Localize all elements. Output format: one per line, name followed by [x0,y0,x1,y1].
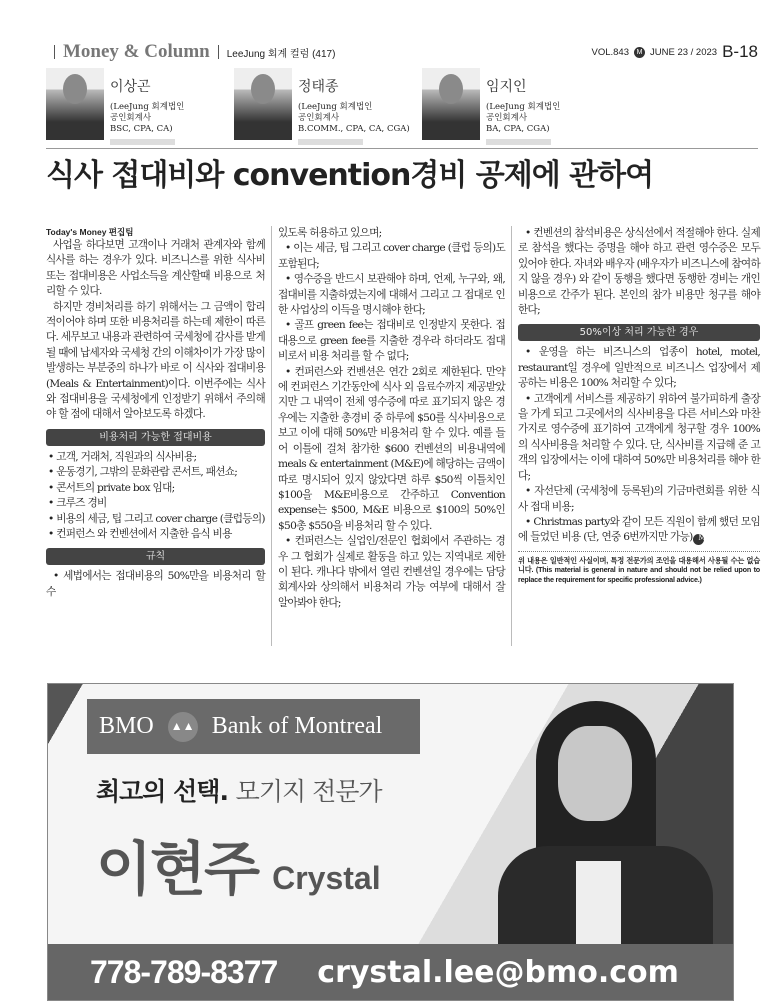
page-number: B-18 [722,42,758,61]
contact-bar [48,944,733,1000]
list-item: • 컨퍼런스는 실업인/전문인 협회에서 주관하는 경우 그 협회가 실제로 활동을 하고 있는 지역내로 제한이 된다. 캐나다 밖에서 열린 컨벤션일 경우에는 담당 회계사와 상의해서 비용처리 가능 여부에 대해서 잘 알아봐야 한다; [278,535,505,609]
tagline-rest: 모기지 전문가 [235,777,382,806]
bmo-text: BMO [99,713,154,739]
author-name: 임지인 [486,79,527,95]
ad-tagline [96,772,382,808]
paragraph: 사업을 하다보면 고객이나 거래처 관계자와 함께 식사를 하는 경우가 있다. 비즈니스를 위한 식사비 또는 접대비용은 사업소득을 계산할때 비용으로 처리할 수 있다. [46,239,265,298]
author-credential: BA, CPA, CGA) [486,124,550,134]
list-item [518,515,760,546]
list-item: • 고객에게 서비스를 제공하기 위하여 불가피하게 출장을 가게 되고 그곳에서의 식사비용을 다른 서비스와 마찬가지로 영수증에 표기하여 고객에게 청구할 경우 100%의 식사비용을 처리할 수 있다. 단, 식사비를 지급해 준 고객의 입장에서는 이에 대하여 50%만 비용처리를 해야 한다; [518,392,760,482]
list-item: • 컨벤션의 참석비용은 상식선에서 적절해야 한다. 실제로 참석을 했다는 증명을 해야 하고 관련 영수증은 모두 있어야 한다. 자녀와 배우자 (배우자가 비즈니스에 참여하지 않을 경우) 와 같이 동행을 했다면 동행한 경비는 개인비용으로 간주가 된다. 본인의 참가 비용만 청구를 해야 한다; [518,227,760,317]
section-title: Money & Column [63,41,210,62]
divider [54,45,55,59]
disclaimer: 위 내용은 일반적인 사실이며, 특정 전문가의 조언을 대용해서 사용될 수는 없습니다. (This material is general in nature and should not be relied upon to replace the requirement for specific professional advice.) [518,551,760,585]
subheading: 50%이상 처리 가능한 경우 [518,324,760,341]
name-bar [110,139,175,145]
divider [218,45,219,59]
author-photo [234,68,292,140]
column-title: LeeJung 회계 컬럼 (417) [226,48,336,60]
list-item: • 골프 green fee는 접대비로 인정받지 못한다. 접대용으로 green fee를 지출한 경우라 하더라도 접대비로서 비용 처리를 할 수 없다; [278,319,505,363]
end-mark-icon: M [693,534,704,545]
list-item: • 컨퍼런스와 컨벤션은 연간 2회로 제한된다. 만약에 컨퍼런스 기간동안에 식사 외 음료수까지 제공받았지만 그 내역이 전체 영수증에 따로 표기되지 않은 경우에는 지출한 총경비 중 하루에 $50를 식사비용으로 보고 이에 대해 50%만 비용처리 할 수 있다. 예를 들어 이틀에 걸쳐 참가한 $600 컨벤션의 비용내역에 meals & entertainment (M&E)에 해당하는 금액이 따로 명시되어 있지 않았다면 하루 $50씩 이틀치인 $100을 M&E비용으로 간주하고 Convention expense는 $500, M&E 비용으로 $100의 50%인 $50총 $550을 비용처리 할 수 있다. [278,365,505,532]
author-name: 정태종 [298,79,339,95]
column-3 [512,226,760,646]
author-credential: B.COMM., CPA, CA, CGA) [298,124,410,134]
list-item: • 컨퍼런스 와 컨벤션에서 지출한 음식 비용 [48,527,232,540]
paragraph: 있도록 허용하고 있으며; [278,227,382,239]
list-item-text: • Christmas party와 같이 모든 직원이 함께 했던 모임에 들었던 비용 (단, 연중 6번까지만 가능) [518,515,760,544]
agent-name-korean: 이현주 [96,835,259,903]
author-photo [46,68,104,140]
list-item: • 고객, 거래처, 직원과의 식사비용; [48,450,197,463]
list-item: • 세법에서는 접대비용의 50%만을 비용처리 할 수 [46,570,265,598]
author [46,68,234,145]
subheading: 비용처리 가능한 접대비용 [46,429,265,446]
agent-photo [488,696,723,946]
column-1 [46,226,272,646]
article-body [46,226,760,646]
paragraph: 하지만 경비처리를 하기 위해서는 그 금액이 합리적이어야 하며 또한 비용처리를 하는데 제한이 따른다. 세무보고 내용과 관련하여 국세청에 감사를 받게 될 때에 납세자와 국세청 간의 이해차이가 가장 많이 발생하는 부분중의 하나가 바로 이 식사와 접대비용 (Meals & Entertainment)이다. 이번주에는 식사와 접대비용을 국세청에게 인정받기 위해서 주의해야 할 점에 대해서 알아보도록 하겠다. [46,300,265,421]
bmo-advertisement [47,683,734,1001]
list-item: • 콘서트의 private box 임대; [48,481,175,494]
page-header [46,40,758,64]
list-item: • 영수증을 반드시 보관해야 하며, 언제, 누구와, 왜, 접대비를 지출하였는지에 대해서 그리고 그 접대로 인한 사업상의 이득을 명시해야 한다; [278,273,505,317]
list-item: • 운영을 하는 비즈니스의 업종이 hotel, motel, restaurant일 경우에 일반적으로 비즈니스 업장에서 제공하는 비용은 100% 처리할 수 있다; [518,346,760,390]
author-name: 이상곤 [110,79,151,95]
header-rule [46,148,758,149]
tagline-bold: 최고의 선택. [96,777,228,806]
byline: Today's Money 편집팀 [46,227,134,237]
list-item: • 운동경기, 그밖의 문화관람 콘서트, 패션쇼; [48,466,238,479]
volume: VOL.843 [591,46,629,58]
phone-number: 778-789-8377 [90,953,278,990]
issue-date: JUNE 23 / 2023 [650,46,718,58]
author-credential: (LeeJung 회계법인 [486,102,561,112]
author [422,68,610,145]
email-address: crystal.lee@bmo.com [317,954,679,990]
article-title: 식사 접대비와 convention경비 공제에 관하여 [46,158,654,193]
subheading: 규칙 [46,548,265,565]
list-item: • 자선단체 (국세청에 등록된)의 기금마련회를 위한 식사 접대 비용; [518,485,760,513]
agent-name [96,834,381,913]
author-credential: 공인회계사 [298,113,340,123]
author-credential: 공인회계사 [486,113,528,123]
name-bar [298,139,363,145]
author-credential: (LeeJung 회계법인 [298,102,373,112]
bmo-logo [87,699,420,754]
authors [46,68,610,145]
name-bar [486,139,551,145]
list-item: • 비용의 세금, 팁 그리고 cover charge (클럽등의) [48,512,265,525]
column-2 [272,226,512,646]
author-photo [422,68,480,140]
bmo-roundel-icon: ▲▲ [168,712,198,742]
author-credential: 공인회계사 [110,113,152,123]
magazine-logo-icon: M [634,47,645,58]
author-credential: BSC, CPA, CA) [110,124,173,134]
list-item: • 크루즈 경비 [48,497,107,510]
bank-name: Bank of Montreal [211,713,383,739]
list-item: • 이는 세금, 팁 그리고 cover charge (클럽 등의)도 포함된다; [278,242,505,270]
author-credential: (LeeJung 회계법인 [110,102,185,112]
agent-name-english: Crystal [272,860,381,896]
author [234,68,422,145]
